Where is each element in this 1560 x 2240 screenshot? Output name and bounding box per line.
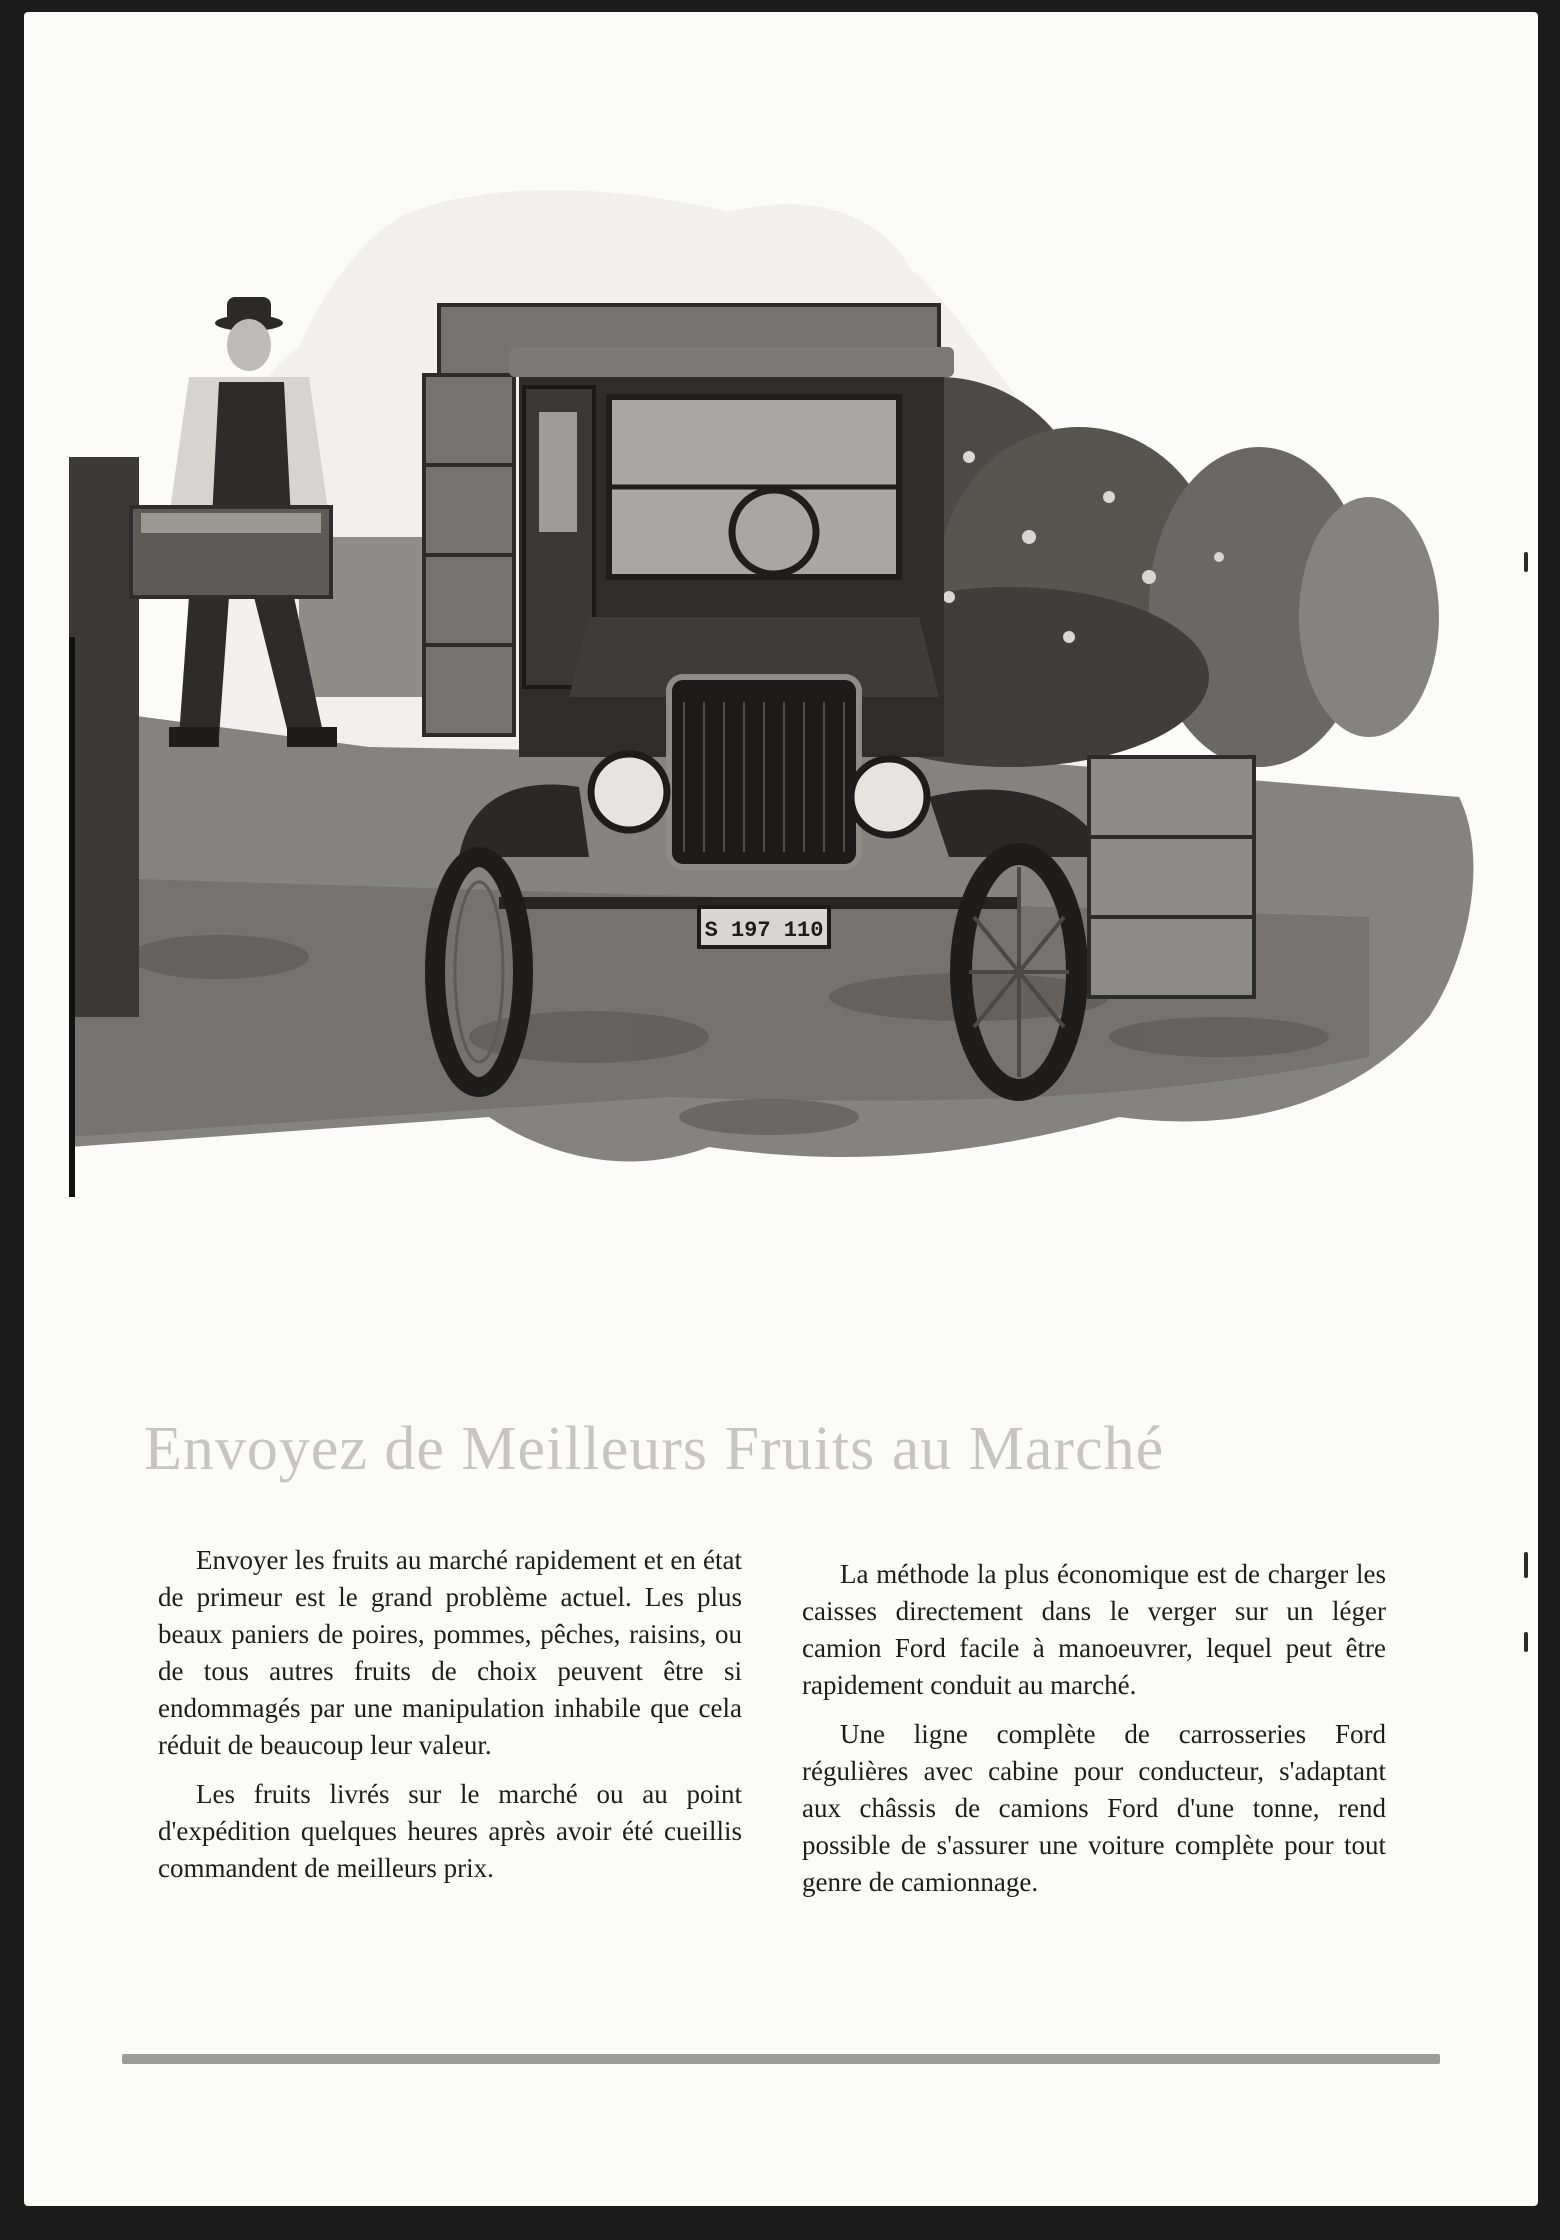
page-heading: Envoyez de Meilleurs Fruits au Marché [144,1415,1165,1483]
paragraph: Une ligne complète de carrosseries Ford régulières avec cabine pour conducteur, s'adaptant aux châssis de camions Ford d'une tonne, rend possible de s'assurer une voiture complète pour tout genre de camionnage. [802,1719,1386,1897]
license-plate-text: S 197 110 [704,918,824,943]
binding-mark [1524,1552,1528,1578]
brochure-page [24,12,1538,2206]
paragraph: Envoyer les fruits au marché rapidement et en état de primeur est le grand problème actuel. Les plus beaux paniers de poires, pommes, pêches, raisins, ou de tous autres fruits de choix peuvent être si endommagés par une manipulation inhabile que cela réduit de beaucoup leur valeur. [158,1545,742,1760]
binding-mark [1524,552,1528,572]
paragraph: Les fruits livrés sur le marché ou au point d'expédition quelques heures après avoir été cueillis commandent de meilleurs prix. [158,1779,742,1883]
paragraph: La méthode la plus économique est de charger les caisses directement dans le verger sur un léger camion Ford facile à manoeuvrer, lequel peut être rapidement conduit au marché. [802,1559,1386,1700]
truck-orchard-photo [69,157,1509,1327]
binding-mark [1524,1632,1528,1652]
footer-rule [122,2054,1440,2064]
text-column-left [158,1542,742,1899]
text-column-right [802,1556,1386,1913]
